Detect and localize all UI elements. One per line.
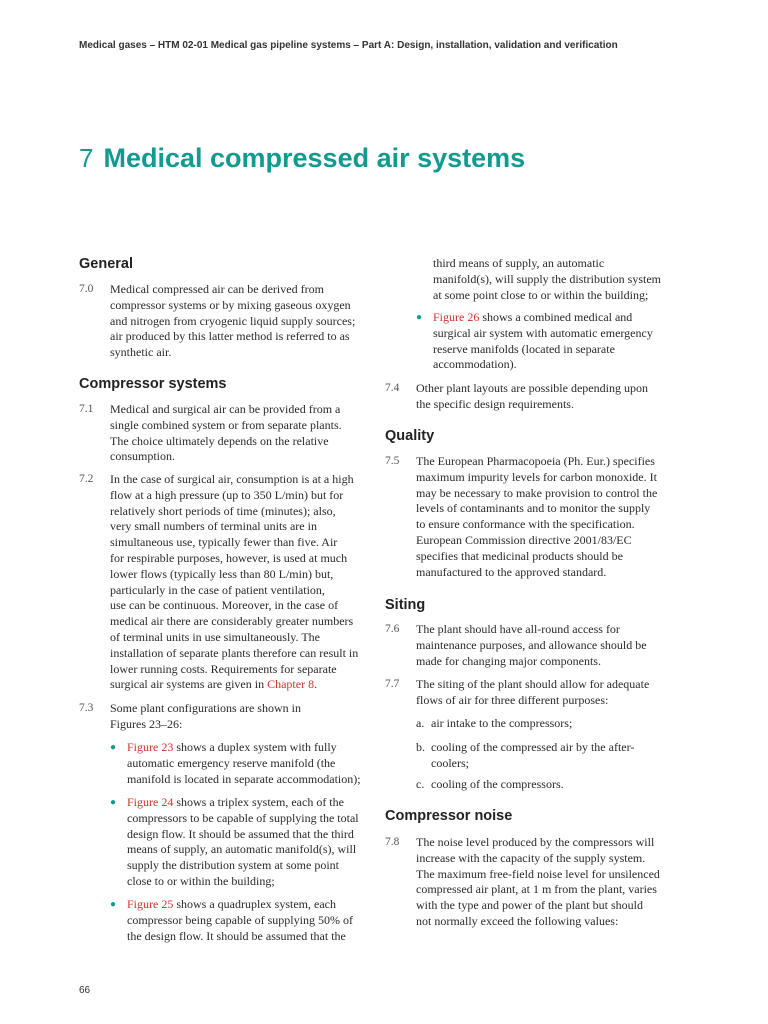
text-fragment: shows a triplex system, each of the xyxy=(173,795,344,809)
bullet-figure-23 xyxy=(110,740,382,788)
paragraph-text xyxy=(110,701,301,733)
text-line: Some plant configurations are shown in xyxy=(110,701,301,715)
text-line: medical air there are considerably greater numbers xyxy=(110,614,354,629)
bullet-text xyxy=(433,310,653,373)
text-line: air produced by this latter method is referred to as xyxy=(110,329,350,344)
paragraph-7-3 xyxy=(79,701,379,733)
text-line: compressed air plant, at 1 m from the plant, varies xyxy=(416,882,657,897)
text-line: Medical compressed air can be derived from xyxy=(110,282,324,296)
bullet-figure-25 xyxy=(110,897,382,945)
text-line: The noise level produced by the compressors will xyxy=(416,835,655,849)
paragraph-text xyxy=(416,677,649,709)
text-line: Other plant layouts are possible depending upon xyxy=(416,381,648,395)
chapter-8-link[interactable]: Chapter 8 xyxy=(267,677,315,692)
text-line: In the case of surgical air, consumption is at a high xyxy=(110,472,354,486)
paragraph-text xyxy=(110,282,355,361)
list-item-b xyxy=(416,740,686,772)
paragraph-7-0 xyxy=(79,282,379,362)
text-line: synthetic air. xyxy=(110,345,172,360)
text-line: and nitrogen from cryogenic liquid supply sources; xyxy=(110,313,356,328)
text-line: levels of contaminants and to monitor the supply xyxy=(416,501,651,516)
chapter-heading xyxy=(79,143,525,174)
bullet-icon: ● xyxy=(416,312,423,323)
text-line: maximum impurity levels for carbon monoxide. It xyxy=(416,469,657,484)
text-line: close to or within the building; xyxy=(127,873,275,888)
text-line: lower flows (typically less than 80 L/min) but, xyxy=(110,566,334,581)
text-line: may be necessary to make provision to control the xyxy=(416,485,658,500)
list-item-c xyxy=(416,777,686,793)
text-line: not normally exceed the following values: xyxy=(416,913,619,928)
text-line: reserve manifolds (located in separate xyxy=(433,341,615,356)
text-line: use can be continuous. Moreover, in the case of xyxy=(110,598,339,613)
bullet-icon: ● xyxy=(110,742,117,753)
text-fragment: . xyxy=(314,677,318,692)
text-line: The siting of the plant should allow for adequate xyxy=(416,677,650,691)
text-line: manifold(s), will supply the distribution system xyxy=(433,271,661,286)
text-fragment: shows a quadruplex system, each xyxy=(173,897,336,911)
section-heading-siting: Siting xyxy=(385,597,426,613)
text-line: air intake to the compressors; xyxy=(431,716,573,730)
page-number: 66 xyxy=(79,985,91,996)
bullet-text xyxy=(433,256,661,303)
figure-26-link[interactable]: Figure 26 xyxy=(433,310,480,324)
text-line: coolers; xyxy=(431,755,469,770)
text-line: to ensure conformance with the specification. xyxy=(416,517,635,532)
list-letter: a. xyxy=(416,716,425,730)
text-line: maintenance purposes, and allowance should be xyxy=(416,637,647,652)
section-heading-quality: Quality xyxy=(385,428,435,444)
text-line: consumption. xyxy=(110,449,175,464)
paragraph-number: 7.5 xyxy=(385,455,400,467)
text-line: means of supply, an automatic manifold(s), will xyxy=(127,842,357,857)
paragraph-text xyxy=(110,402,342,465)
bullet-icon: ● xyxy=(110,899,117,910)
section-heading-general: General xyxy=(79,256,133,272)
paragraph-number: 7.0 xyxy=(79,283,94,295)
text-line: installation of separate plants therefore can result in xyxy=(110,645,359,660)
section-heading-compressor-noise: Compressor noise xyxy=(385,808,513,824)
text-line xyxy=(127,897,353,913)
text-line: of terminal units in use simultaneously. The xyxy=(110,629,320,644)
text-line: relatively short periods of time (minutes); also, xyxy=(110,503,336,518)
text-line: compressor being capable of supplying 50% of xyxy=(127,912,353,927)
text-line: manifold is located in separate accommodation); xyxy=(127,771,361,786)
text-line: cooling of the compressed air by the after- xyxy=(431,740,635,754)
paragraph-7-6 xyxy=(385,622,685,670)
paragraph-7-8 xyxy=(385,835,685,931)
chapter-title: Medical compressed air systems xyxy=(103,143,526,173)
text-line: single combined system or from separate plants. xyxy=(110,417,342,432)
text-line: simultaneous use, typically fewer than five. Air xyxy=(110,535,338,550)
paragraph-text xyxy=(416,622,647,669)
paragraph-number: 7.7 xyxy=(385,678,400,690)
list-letter: b. xyxy=(416,740,425,754)
text-line: flow at a high pressure (up to 350 L/min) but for xyxy=(110,487,344,502)
text-line xyxy=(127,740,361,756)
text-line: flows of air for three different purposes: xyxy=(416,692,609,707)
paragraph-7-7 xyxy=(385,677,685,709)
text-fragment: shows a duplex system with fully xyxy=(173,740,337,754)
bullet-icon: ● xyxy=(110,797,117,808)
text-line: very small numbers of terminal units are in xyxy=(110,519,317,534)
list-text xyxy=(431,716,572,732)
paragraph-7-5 xyxy=(385,454,685,582)
paragraph-number: 7.3 xyxy=(79,702,94,714)
figure-24-link[interactable]: Figure 24 xyxy=(127,795,174,809)
bullet-figure-26 xyxy=(416,310,688,374)
text-line: Figures 23–26: xyxy=(110,716,183,731)
bullet-figure-25-continued xyxy=(416,256,688,304)
running-header: Medical gases – HTM 02-01 Medical gas pipeline systems – Part A: Design, installation, validation and verification xyxy=(79,40,618,51)
paragraph-7-1 xyxy=(79,402,379,466)
text-line: made for changing major components. xyxy=(416,653,601,668)
paragraph-text xyxy=(110,472,358,693)
section-heading-compressor-systems: Compressor systems xyxy=(79,376,227,392)
paragraph-text xyxy=(416,835,660,930)
text-line: cooling of the compressors. xyxy=(431,777,564,791)
list-letter: c. xyxy=(416,777,425,791)
text-fragment: surgical air systems are given in xyxy=(110,677,268,692)
figure-23-link[interactable]: Figure 23 xyxy=(127,740,174,754)
text-line: increase with the capacity of the supply system. xyxy=(416,850,646,865)
list-text xyxy=(431,777,564,793)
paragraph-text xyxy=(416,381,648,413)
paragraph-number: 7.4 xyxy=(385,382,400,394)
paragraph-number: 7.1 xyxy=(79,403,94,415)
bullet-figure-24 xyxy=(110,795,382,891)
text-line: compressors to be capable of supplying the total xyxy=(127,810,359,825)
text-line: the design flow. It should be assumed that the xyxy=(127,928,346,943)
text-line: particularly in the case of patient ventilation, xyxy=(110,582,325,597)
text-line: European Commission directive 2001/83/EC xyxy=(416,532,632,547)
text-line: accommodation). xyxy=(433,357,517,372)
text-line: Medical and surgical air can be provided from a xyxy=(110,402,341,416)
figure-25-link[interactable]: Figure 25 xyxy=(127,897,174,911)
text-line xyxy=(127,795,359,811)
bullet-text xyxy=(127,740,361,787)
text-line: compressor systems or by mixing gaseous oxygen xyxy=(110,297,351,312)
text-line: specifies that medicinal products should be xyxy=(416,548,623,563)
text-line: The maximum free-field noise level for unsilenced xyxy=(416,866,660,881)
paragraph-7-2 xyxy=(79,472,379,694)
text-line xyxy=(433,310,653,326)
bullet-text xyxy=(127,897,353,944)
text-line: surgical air system with automatic emergency xyxy=(433,325,653,340)
paragraph-number: 7.6 xyxy=(385,623,400,635)
text-line: The European Pharmacopoeia (Ph. Eur.) specifies xyxy=(416,454,655,468)
bullet-text xyxy=(127,795,359,890)
paragraph-number: 7.2 xyxy=(79,473,94,485)
list-item-a xyxy=(416,716,686,732)
text-line: automatic emergency reserve manifold (the xyxy=(127,755,336,770)
chapter-number: 7 xyxy=(79,143,94,173)
paragraph-number: 7.8 xyxy=(385,836,400,848)
paragraph-text xyxy=(416,454,657,580)
list-text xyxy=(431,740,634,772)
text-line: design flow. It should be assumed that the third xyxy=(127,826,354,841)
text-line: lower running costs. Requirements for separate xyxy=(110,661,337,676)
text-line: third means of supply, an automatic xyxy=(433,256,605,270)
text-line: with the type and power of the plant but should xyxy=(416,898,643,913)
text-fragment: shows a combined medical and xyxy=(479,310,633,324)
text-line: The plant should have all-round access for xyxy=(416,622,620,636)
text-line: the specific design requirements. xyxy=(416,396,574,411)
paragraph-7-4 xyxy=(385,381,685,413)
text-line xyxy=(110,677,358,693)
text-line: The choice ultimately depends on the relative xyxy=(110,433,329,448)
text-line: supply the distribution system at some point xyxy=(127,858,339,873)
text-line: for respirable purposes, however, is used at much xyxy=(110,550,348,565)
text-line: manufactured to the approved standard. xyxy=(416,564,607,579)
text-line: at some point close to or within the building; xyxy=(433,287,649,302)
